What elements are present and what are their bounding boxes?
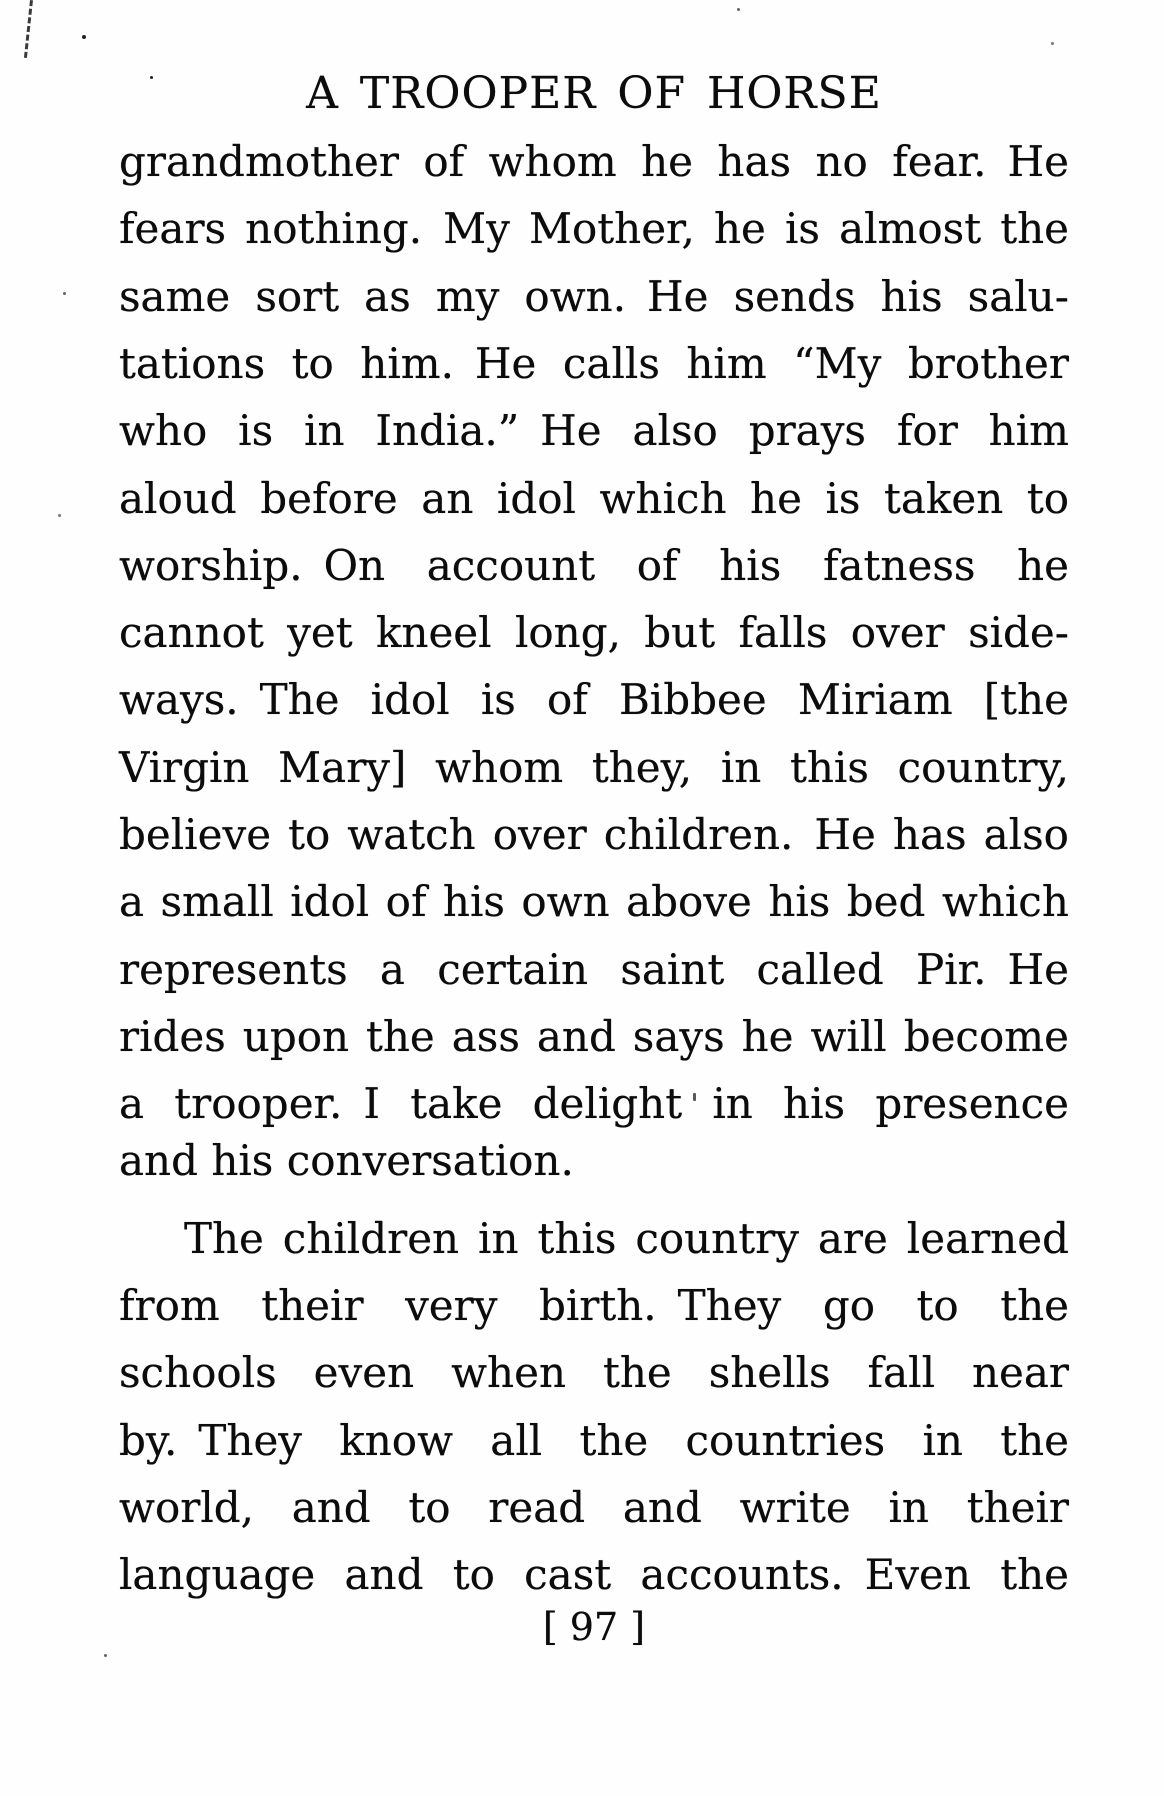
text-line: grandmother of whom he has no fear. He	[119, 137, 1069, 187]
scan-speck	[82, 35, 86, 39]
text-line: by. They know all the countries in the	[119, 1415, 1069, 1465]
scan-speck	[104, 1654, 107, 1657]
text-line: worship. On account of his fatness he	[119, 540, 1069, 590]
scan-speck	[1051, 42, 1054, 45]
body-text-block	[119, 118, 1069, 1599]
running-header: A TROOPER OF HORSE	[306, 68, 882, 119]
text-line: same sort as my own. He sends his salu-	[119, 271, 1069, 321]
text-line: language and to cast accounts. Even the	[119, 1550, 1069, 1600]
text-line: schools even when the shells fall near	[119, 1348, 1069, 1398]
text-line: and his conversation.	[119, 1136, 574, 1186]
page-number: [ 97 ]	[542, 1605, 646, 1649]
text-line: a trooper. I take delight in his presence	[119, 1079, 1069, 1129]
text-line: who is in India.” He also prays for him	[119, 406, 1069, 456]
scan-edge-artifact	[24, 0, 33, 58]
text-line: aloud before an idol which he is taken to	[119, 473, 1069, 523]
text-line: cannot yet kneel long, but falls over side-	[119, 608, 1069, 658]
text-line: The children in this country are learned	[183, 1213, 1069, 1263]
text-line: believe to watch over children. He has also	[119, 810, 1069, 860]
text-line: fears nothing. My Mother, he is almost the	[119, 204, 1069, 254]
text-line: world, and to read and write in their	[119, 1483, 1069, 1533]
text-line: Virgin Mary] whom they, in this country,	[119, 742, 1069, 792]
text-line: rides upon the ass and says he will become	[119, 1011, 1069, 1061]
text-line: from their very birth. They go to the	[119, 1281, 1069, 1331]
scan-speck	[63, 292, 66, 295]
text-line: represents a certain saint called Pir. He	[119, 944, 1069, 994]
text-line: tations to him. He calls him “My brother	[119, 339, 1069, 388]
text-line: a small idol of his own above his bed which	[119, 877, 1069, 927]
scan-speck	[737, 8, 740, 11]
scan-speck	[58, 514, 61, 517]
text-line: ways. The idol is of Bibbee Miriam [the	[119, 675, 1069, 725]
